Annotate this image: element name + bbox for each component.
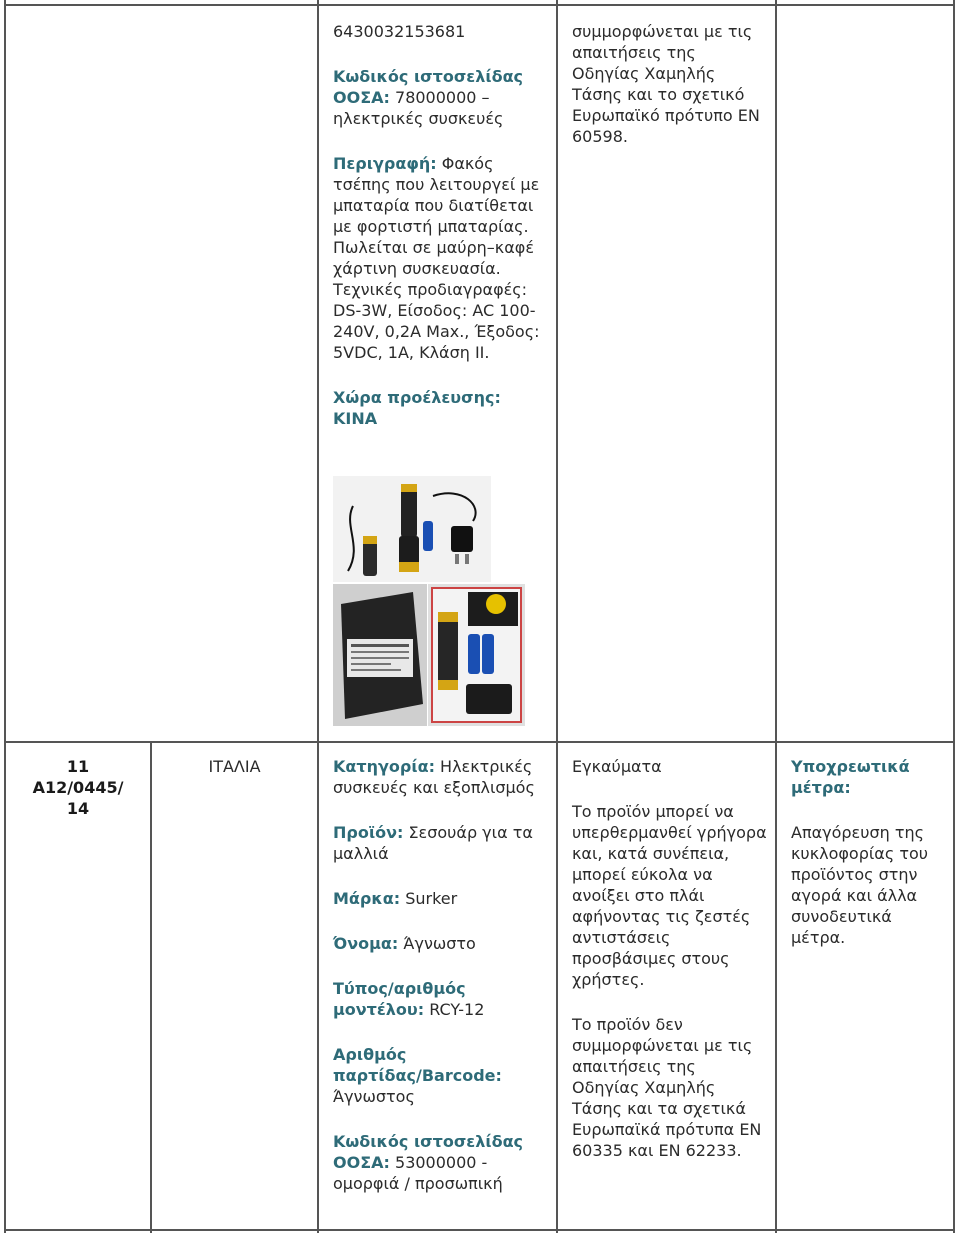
notifying-country: ΙΤΑΛΙΑ [208,757,261,776]
risk-compliance-cell [572,21,762,171]
model-value: RCY-12 [424,1000,485,1019]
origin [333,387,551,429]
batch-label: Αριθμός παρτίδας/Barcode: [333,1045,502,1085]
product-photo-package [428,584,525,726]
batch-value: Άγνωστος [333,1087,415,1106]
brand-label: Μάρκα: [333,889,401,908]
description-label: Περιγραφή: [333,154,437,173]
product-photo-flashlight-kit [333,476,491,582]
origin-value: ΚΙΝΑ [333,409,378,428]
measures-label: Υποχρεωτικά μέτρα: [791,757,910,797]
brand-value: Surker [400,889,458,908]
charger-image [333,584,427,726]
website-code-value-11: 53000000 - ομορφιά / προσωπική [333,1153,503,1193]
risk-description: Το προϊόν μπορεί να υπερθερμανθεί γρήγορα και, κατά συνέπεια, μπορεί εύκολα να ανοίξει στο πλάι αφήνοντας τις ζεστές αντιστάσεις προσβάσιμες στους χρήστες. [572,802,767,989]
row-number-cell [6,756,150,819]
category-value: Ηλεκτρικές συσκευές και εξοπλισμός [333,757,535,797]
website-code-label-11: Κωδικός ιστοσελίδας ΟΟΣΑ: [333,1132,524,1172]
risk-cell-11 [572,756,767,1185]
product [333,822,551,864]
country-cell [152,756,317,777]
origin-label: Χώρα προέλευσης: [333,388,501,407]
grid-line-top [4,4,955,6]
flashlight-kit-image [333,476,491,582]
product-label: Προϊόν: [333,823,404,842]
grid-line-col2 [317,0,319,1233]
grid-line-right [953,0,955,1233]
barcode: 6430032153681 [333,22,466,41]
model-label: Τύπος/αριθμός μοντέλου: [333,979,466,1019]
description [333,153,551,363]
website-code-11 [333,1131,551,1194]
risk-compliance: Το προϊόν δεν συμμορφώνεται με τις απαιτήσεις της Οδηγίας Χαμηλής Τάσης και τα σχετικά Ευρωπαϊκά πρότυπα EN 60335 και EN 62233. [572,1015,762,1160]
package-image [428,584,525,726]
description-value: Φακός τσέπης που λειτουργεί με μπαταρία που διατίθεται με φορτιστή μπαταρίας. Πωλείται σε μαύρη–καφέ χάρτινη συσκευασία. Τεχνικές προδιαγραφές: DS-3W, Είσοδος: AC 100-240V, 0,2A Max., Έξοδος: 5VDC, 1A, Κλάση II. [333,154,540,362]
website-code-label: Κωδικός ιστοσελίδας ΟΟΣΑ: [333,67,524,107]
batch [333,1044,551,1107]
website-code-value: 78000000 – ηλεκτρικές συσκευές [333,88,504,128]
name [333,933,551,954]
grid-line-left [4,0,6,1233]
notification-ref: A12/0445/ 14 [32,778,124,818]
measures-value: Απαγόρευση της κυκλοφορίας του προϊόντος στην αγορά και άλλα συνοδευτικά μέτρα. [791,823,928,947]
grid-line-bottom [4,1229,955,1231]
product-details-cell [333,21,551,453]
grid-line-row-separator [4,741,955,743]
risk-compliance-text: συμμορφώνεται με τις απαιτήσεις της Οδηγίας Χαμηλής Τάσης και το σχετικό Ευρωπαϊκό πρότυπο EN 60598. [572,22,760,146]
model [333,978,551,1020]
grid-line-col1 [150,742,152,1233]
name-label: Όνομα: [333,934,399,953]
category-label: Κατηγορία: [333,757,435,776]
grid-line-col4 [775,0,777,1233]
grid-line-col3 [556,0,558,1233]
product-photo-charger [333,584,427,726]
website-code [333,66,551,129]
risk-title: Εγκαύματα [572,757,662,776]
row-number: 11 [66,757,90,776]
name-value: Άγνωστο [398,934,476,953]
category [333,756,551,798]
measures-cell-11 [791,756,949,972]
product-value: Σεσουάρ για τα μαλλιά [333,823,533,863]
product-details-cell-11 [333,756,551,1194]
brand [333,888,551,909]
